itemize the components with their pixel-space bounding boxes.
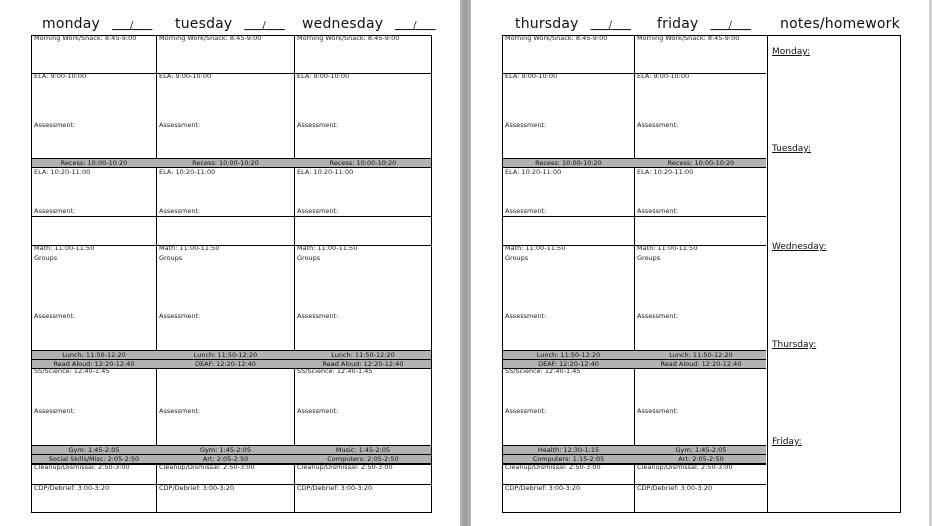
slot-ela: ELA: 9:00-10:00 [297,72,350,80]
slot-assessment: Assessment: [159,121,201,129]
slot-morning: Morning Work/Snack: 8:45-9:00 [505,34,608,42]
slot-assessment: Assessment: [159,407,201,415]
slot-assessment: Assessment: [505,121,547,129]
slot-assessment: Assessment: [34,207,76,215]
band-read-aloud: Read Aloud: 12:20-12:40 [53,360,135,368]
slot-cleanup: Cleanup/Dismissal: 2:50-3:00 [297,463,393,471]
schedule-grid-right [502,35,901,513]
header-friday: friday ___/___ [657,16,751,32]
slot-ss-science: SS/Science: 12:40-1:45 [505,367,581,375]
band-art: Art: 2:05-2:50 [202,455,249,463]
header-wednesday: wednesday ___/___ [302,16,436,32]
slot-math: Math: 11:00-11:50 [505,244,566,252]
band-social-skills: Social Skills/Misc: 2:05-2:50 [48,455,140,463]
band-recess: Recess: 10:00-10:20 [329,159,397,167]
slot-math: Math: 11:00-11:50 [297,244,358,252]
slot-morning: Morning Work/Snack: 8:45-9:00 [159,34,262,42]
slot-assessment: Assessment: [505,207,547,215]
slot-morning: Morning Work/Snack: 8:45-9:00 [34,34,137,42]
band-recess: Recess: 10:00-10:20 [667,159,735,167]
notes-thursday: Thursday: [772,340,817,350]
band-gym: Gym: 1:45-2:05 [675,446,727,454]
slot-cleanup: Cleanup/Dismissal: 2:50-3:00 [159,463,255,471]
slot-morning: Morning Work/Snack: 8:45-9:00 [297,34,400,42]
slot-assessment: Assessment: [637,121,679,129]
slot-assessment: Assessment: [297,407,339,415]
slot-ela: ELA: 9:00-10:00 [159,72,212,80]
slot-assessment: Assessment: [34,121,76,129]
slot-assessment: Assessment: [505,407,547,415]
notes-tuesday: Tuesday: [772,144,811,154]
band-deaf: DEAF: 12:20-12:40 [195,360,256,368]
slot-cdp: CDP/Debrief: 3:00-3:20 [505,484,581,492]
slot-math: Math: 11:00-11:50 [637,244,698,252]
band-read-aloud: Read Aloud: 12:20-12:40 [660,360,742,368]
band-read-aloud: Read Aloud: 12:20-12:40 [322,360,404,368]
band-lunch: Lunch: 11:50-12:20 [331,351,395,359]
band-lunch: Lunch: 11:50-12:20 [536,351,601,359]
slot-ela: ELA: 10:20-11:00 [34,168,91,176]
slot-assessment: Assessment: [159,207,201,215]
band-deaf: DEAF: 12:20-12:40 [538,360,599,368]
slot-groups: Groups [34,254,58,262]
schedule-grid-left [31,35,432,513]
page-gutter [460,0,471,526]
notes-wednesday: Wednesday: [772,242,827,252]
band-health: Health: 12:30-1:15 [537,446,600,454]
header-thursday: thursday ___/___ [515,16,632,32]
band-recess: Recess: 10:00-10:20 [535,159,602,167]
slot-assessment: Assessment: [159,312,201,320]
band-music: Music: 1:45-2:05 [335,446,391,454]
slot-assessment: Assessment: [34,407,76,415]
slot-ela: ELA: 10:20-11:00 [297,168,354,176]
slot-cdp: CDP/Debrief: 3:00-3:20 [159,484,235,492]
header-tuesday: tuesday ___/___ [175,16,285,32]
slot-assessment: Assessment: [297,207,339,215]
notes-monday: Monday: [772,47,810,57]
planner-page-left [0,0,460,526]
slot-cdp: CDP/Debrief: 3:00-3:20 [297,484,373,492]
slot-assessment: Assessment: [637,312,679,320]
slot-assessment: Assessment: [637,407,679,415]
band-gym: Gym: 1:45-2:05 [199,446,251,454]
band-computers: Computers: 1:15-2:05 [532,455,605,463]
slot-groups: Groups [297,254,321,262]
slot-assessment: Assessment: [34,312,76,320]
band-lunch: Lunch: 11:50-12:20 [193,351,258,359]
slot-ss-science: SS/Science: 12:40-1:45 [297,367,373,375]
slot-math: Math: 11:00-11:50 [159,244,220,252]
slot-ela: ELA: 9:00-10:00 [34,72,87,80]
slot-ss-science: SS/Science: 12:40-1:45 [34,367,110,375]
slot-ela: ELA: 10:20-11:00 [637,168,694,176]
slot-groups: Groups [637,254,661,262]
slot-cdp: CDP/Debrief: 3:00-3:20 [34,484,110,492]
slot-assessment: Assessment: [297,121,339,129]
slot-cleanup: Cleanup/Dismissal: 2:50-3:00 [637,463,733,471]
slot-ela: ELA: 9:00-10:00 [637,72,690,80]
slot-cdp: CDP/Debrief: 3:00-3:20 [637,484,713,492]
band-lunch: Lunch: 11:50-12:20 [669,351,733,359]
notes-friday: Friday: [772,437,802,447]
slot-ela: ELA: 10:20-11:00 [505,168,562,176]
slot-groups: Groups [505,254,529,262]
slot-cleanup: Cleanup/Dismissal: 2:50-3:00 [34,463,130,471]
slot-assessment: Assessment: [297,312,339,320]
slot-math: Math: 11:00-11:50 [34,244,95,252]
header-notes: notes/homework [780,16,900,32]
band-lunch: Lunch: 11:50-12:20 [62,351,126,359]
band-computers: Computers: 2:05-2:50 [327,455,399,463]
band-art: Art: 2:05-2:50 [678,455,724,463]
slot-assessment: Assessment: [637,207,679,215]
planner-page-right [471,0,932,526]
slot-morning: Morning Work/Snack: 8:45-9:00 [637,34,740,42]
band-gym: Gym: 1:45-2:05 [68,446,120,454]
slot-cleanup: Cleanup/Dismissal: 2:50-3:00 [505,463,601,471]
header-monday: monday ___/___ [42,16,153,32]
band-recess: Recess: 10:00-10:20 [192,159,259,167]
band-recess: Recess: 10:00-10:20 [60,159,128,167]
slot-ela: ELA: 9:00-10:00 [505,72,558,80]
slot-ela: ELA: 10:20-11:00 [159,168,216,176]
slot-groups: Groups [159,254,183,262]
slot-assessment: Assessment: [505,312,547,320]
